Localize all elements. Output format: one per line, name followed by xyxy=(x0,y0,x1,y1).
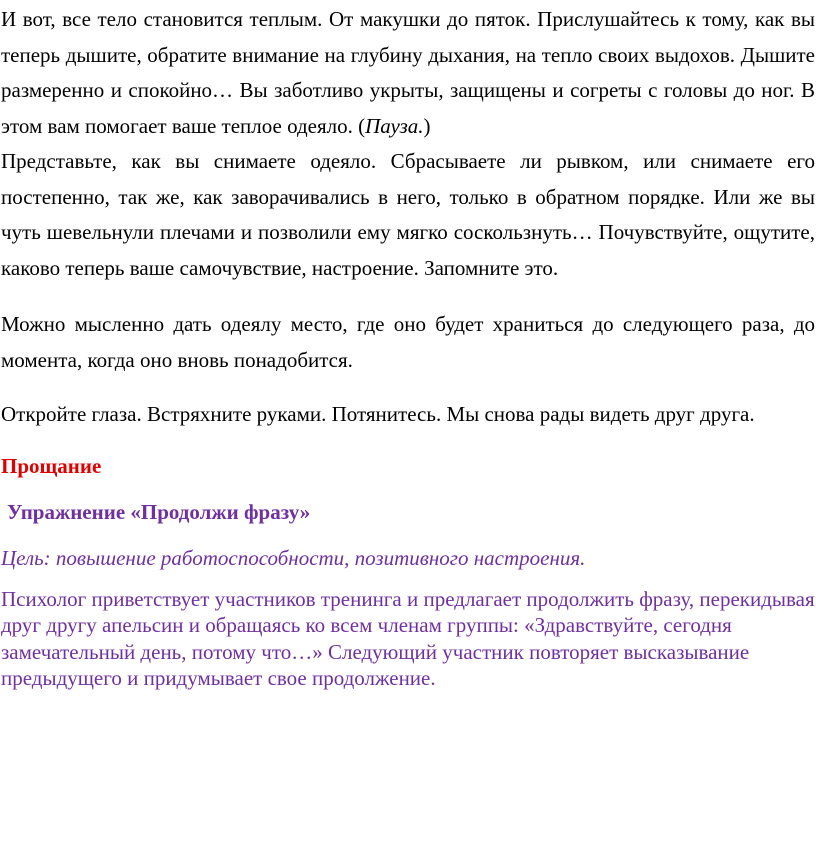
paragraph-blanket-place: Можно мысленно дать одеялу место, где оно будет храниться до следующего раза, до момента, когда оно вновь понадобится. xyxy=(1,312,815,372)
exercise-goal: Цель: повышение работоспособности, позитивного настроения. xyxy=(1,545,586,570)
exercise-heading: Упражнение «Продолжи фразу» xyxy=(7,499,311,524)
pause-note: Пауза. xyxy=(365,113,424,138)
paragraph-warmth-text: И вот, все тело становится теплым. От макушки до пяток. Прислушайтесь к тому, как вы теперь дышите, обратите внимание на глубину дыхания, на тепло своих выдохов. Дышите размеренно и спокойно… Вы заботливо укрыты, защищены и согреты с головы до ног. В этом вам помогает ваше теплое одеяло. ( xyxy=(1,7,815,138)
paragraph-blanket-removal: Представьте, как вы снимаете одеяло. Сбрасываете ли рывком, или снимаете его постепенно, так же, как заворачивались в него, только в обратном порядке. Или же вы чуть шевельнули плечами и позволили ему мягко соскользнуть… Почувствуйте, ощутите, каково теперь ваше самочувствие, настроение. Запомните это. xyxy=(1,149,815,280)
exercise-description: Психолог приветствует участников тренинга и предлагает продолжить фразу, перекидывая друг другу апельсин и обращаясь ко всем членам группы: «Здравствуйте, сегодня замечательный день, потому что…» Следующий участник повторяет высказывание предыдущего и придумывает свое продолжение. xyxy=(1,586,815,690)
paragraph-open-eyes: Откройте глаза. Встряхните руками. Потянитесь. Мы снова рады видеть друг друга. xyxy=(1,402,755,426)
paragraph-warmth-close: ) xyxy=(423,113,431,138)
section-heading-farewell: Прощание xyxy=(1,453,102,478)
paragraph-warmth xyxy=(1,0,815,144)
